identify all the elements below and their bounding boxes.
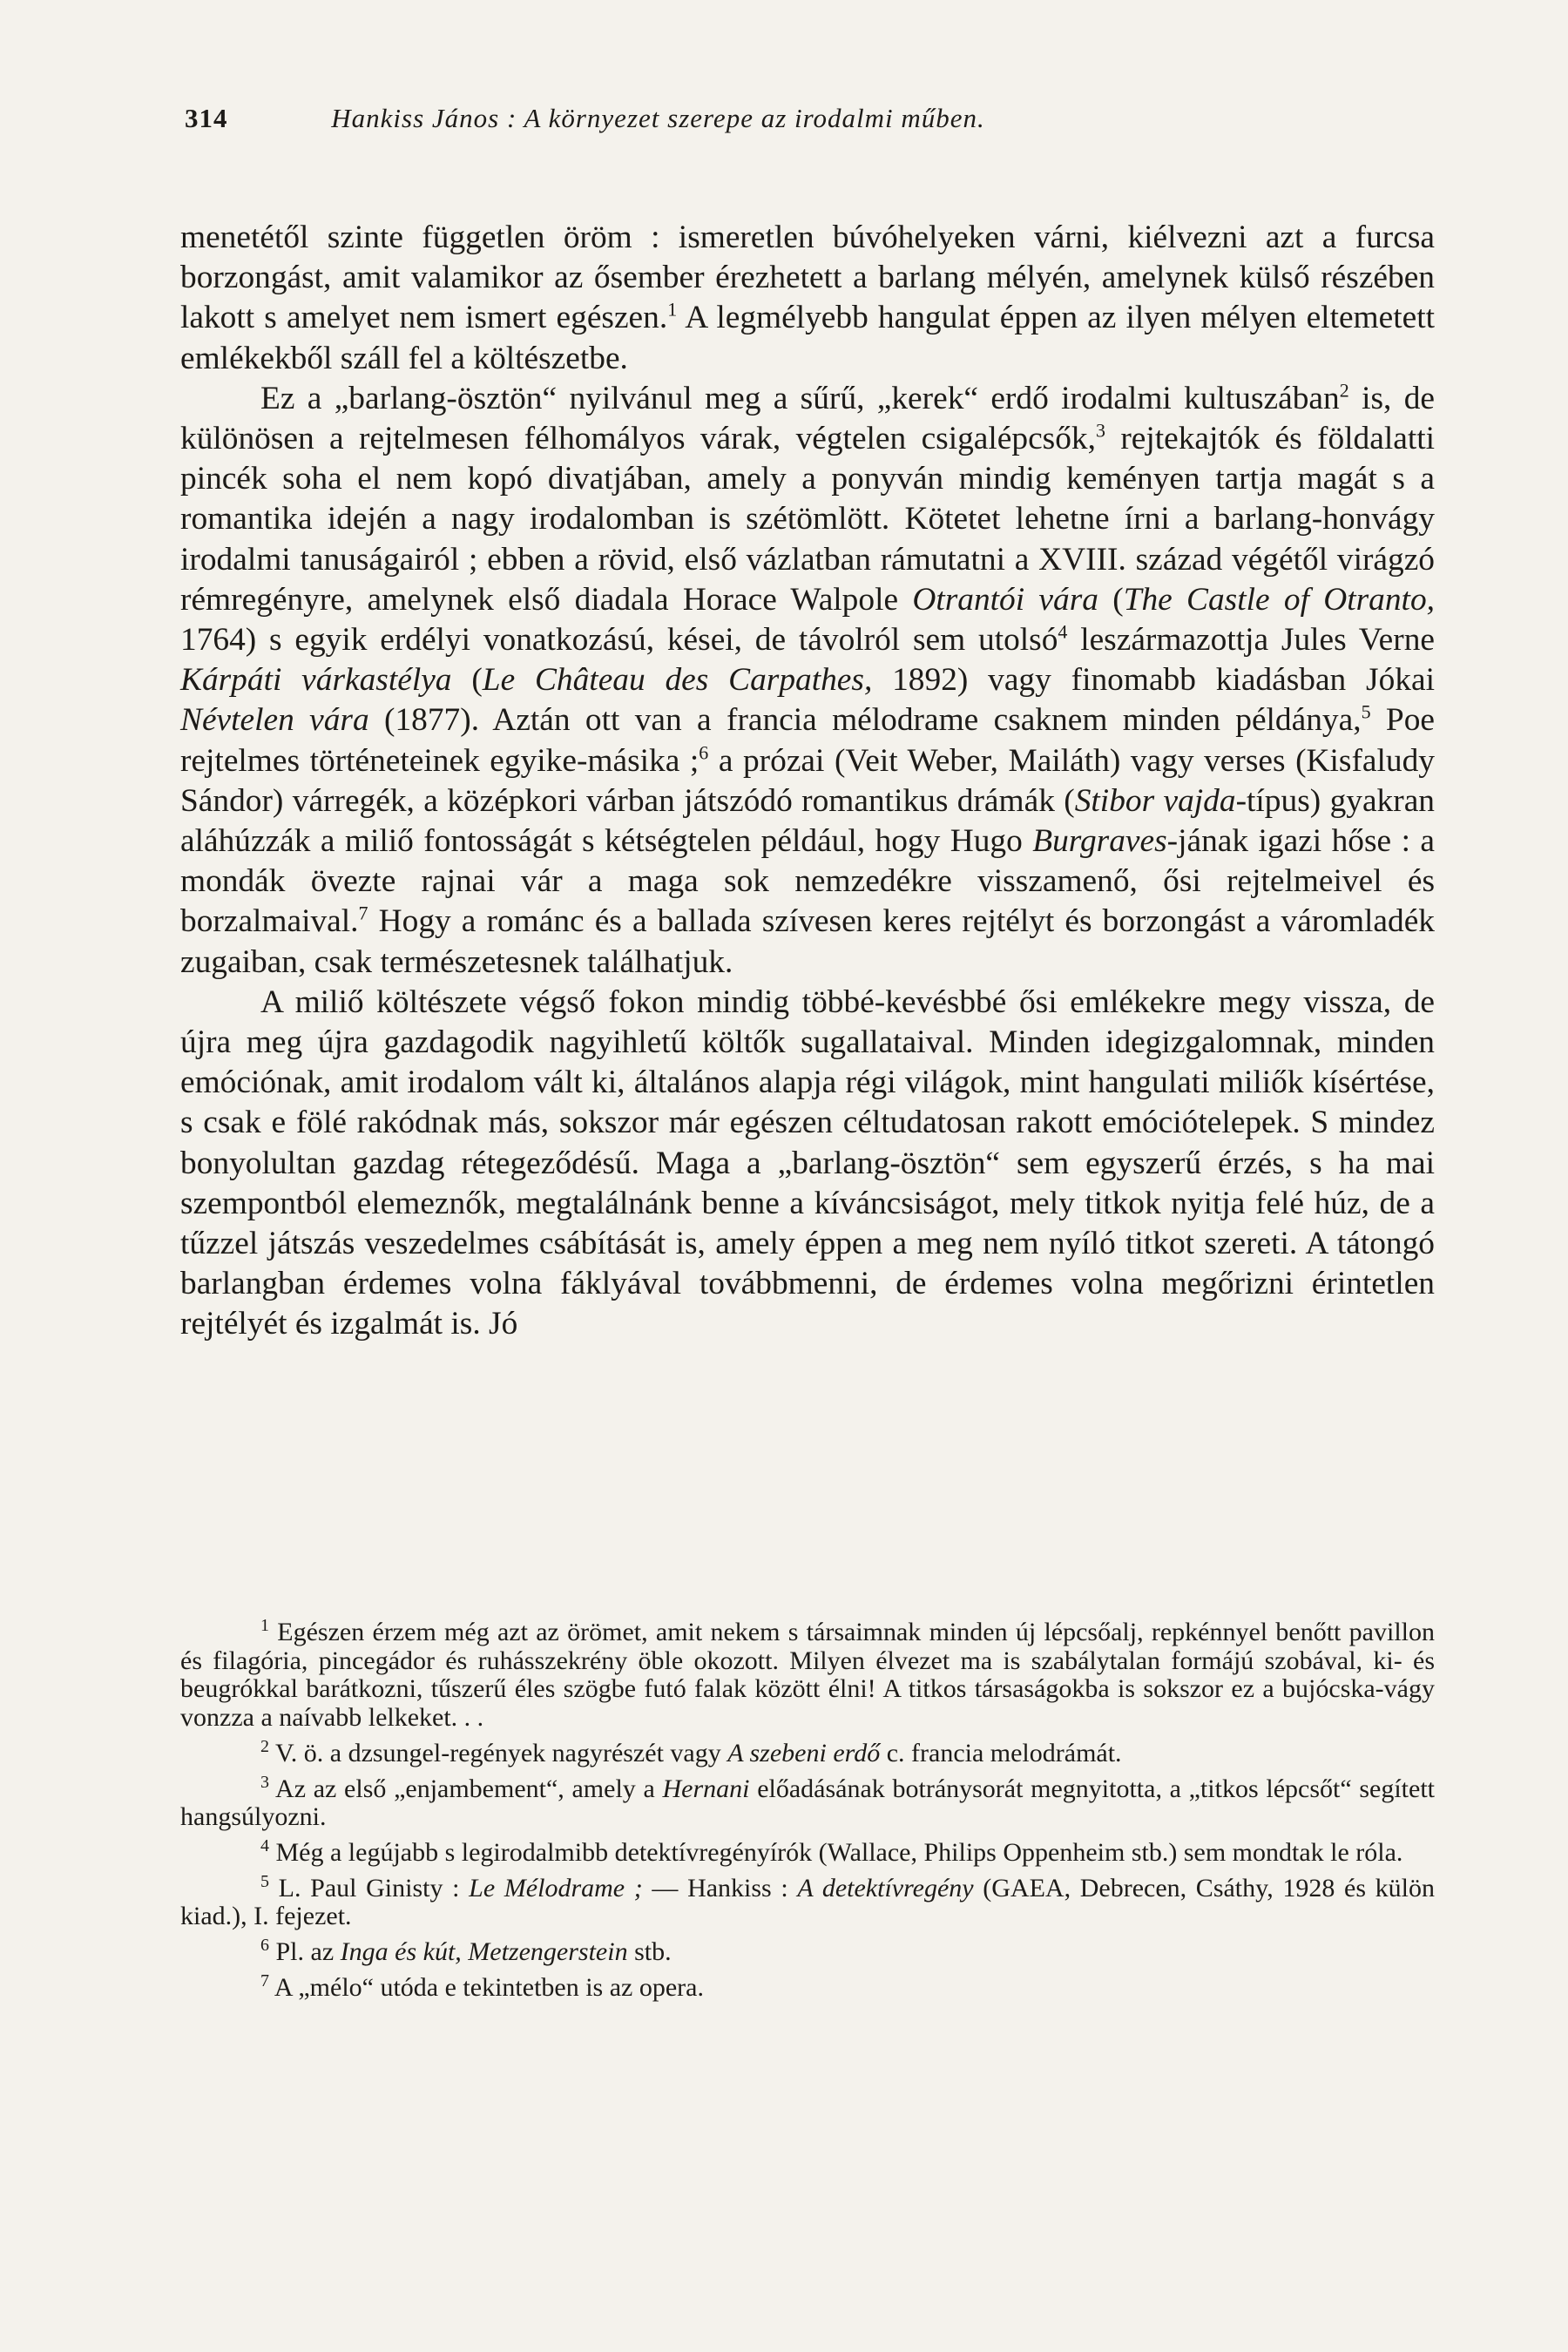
italic-title: Otrantói vára bbox=[912, 581, 1098, 618]
italic-title: Kárpáti várkastélya bbox=[180, 662, 452, 699]
text-run: c. francia melodrámát. bbox=[880, 1738, 1122, 1767]
italic-title: Le Mélodrame ; bbox=[469, 1873, 643, 1903]
footnote-marker: 5 bbox=[1361, 700, 1371, 723]
footnote-marker: 6 bbox=[260, 1936, 269, 1956]
paragraph bbox=[180, 983, 1435, 1345]
text-run: 1892) vagy finomabb kiadásban Jókai bbox=[872, 662, 1435, 699]
text-run: Még a legújabb s legirodalmibb detektívregényírók (Wallace, Philips Oppenheim stb.) sem mondtak le róla. bbox=[269, 1837, 1403, 1867]
paragraph bbox=[180, 379, 1435, 983]
text-run: menetétől szinte független öröm : ismeretlen búvóhelyeken várni, kiélvezni azt a furcsa borzongást, amit valamikor az ősember érezhetett a barlang mélyén, amelynek külső részében lakott s amelyet nem ismert egészen. bbox=[180, 220, 1435, 336]
footnote bbox=[180, 1832, 1435, 1868]
footnote-marker: 7 bbox=[260, 1970, 269, 1990]
text-run: (GAEA, Debrecen, Csáthy, 1928 és külön kiad.), I. fejezet. bbox=[180, 1873, 1435, 1931]
footnote-marker: 4 bbox=[260, 1835, 269, 1855]
text-run: -típus) gyakran aláhúzzák a miliő fontosságát s kétségtelen például, hogy Hugo bbox=[180, 782, 1435, 860]
italic-title: A detektívregény bbox=[797, 1873, 974, 1903]
italic-title: Hernani bbox=[662, 1774, 750, 1803]
text-run: (1877). Aztán ott van a francia mélodrame csaknem minden példánya, bbox=[368, 702, 1362, 739]
italic-title: Inga és kút, Metzengerstein bbox=[340, 1937, 628, 1967]
text-run: Pl. az bbox=[269, 1937, 341, 1967]
text-run: L. Paul Ginisty : bbox=[269, 1873, 470, 1903]
footnote bbox=[180, 1931, 1435, 1967]
footnote-marker: 2 bbox=[260, 1736, 269, 1756]
italic-title: A szebeni erdő bbox=[727, 1738, 881, 1767]
text-run: ( bbox=[1098, 581, 1124, 618]
footnote bbox=[180, 1612, 1435, 1733]
footnote-marker: 4 bbox=[1058, 620, 1068, 643]
page-number: 314 bbox=[185, 103, 228, 133]
footnote bbox=[180, 1768, 1435, 1832]
text-run: rejtekajtók és földalatti pincék soha el nem kopó divatjában, amely a ponyván mindig keményen tartja magát s a romantika idején a nagy irodalomban is szétömlött. Kötetet lehetne írni a barlang-honvágy irodalmi tanuságairól ; ebben a rövid, első vázlatban rámutatni a XVIII. század végétől virágzó rémregényre, amelynek első diadala Horace Walpole bbox=[180, 421, 1436, 618]
text-run: — Hankiss : bbox=[642, 1873, 798, 1903]
footnote-marker: 1 bbox=[260, 1616, 269, 1635]
text-run: előadásának botránysorát megnyitotta, a „titkos lépcsőt“ segített hangsúlyozni. bbox=[180, 1774, 1435, 1832]
text-run: V. ö. a dzsungel-regények nagyrészét vagy bbox=[269, 1738, 728, 1767]
footnote-marker: 5 bbox=[260, 1871, 269, 1891]
text-run: Poe rejtelmes történeteinek egyike-másika ; bbox=[180, 702, 1435, 779]
footnote bbox=[180, 1868, 1435, 1931]
text-run: Egészen érzem még azt az örömet, amit nekem s társaimnak minden új lépcsőalj, repkénnyel benőtt pavillon és filagória, pincegádor és ruhásszekrény öble okozott. Milyen élvezet ma is szabálytalan formájú szobával, ki- és beugrókkal barátkozni, tűszerű éles szögbe futó falak között élni! A titkos társaságokba is sokszor ez a bujócska-vágy vonzza a naívabb lelkeket. . . bbox=[180, 1618, 1435, 1733]
italic-title: Névtelen vára bbox=[180, 702, 369, 739]
footnote-marker: 7 bbox=[358, 902, 368, 924]
text-run: a prózai (Veit Weber, Mailáth) vagy verses (Kisfaludy Sándor) várregék, a középkori várban játszódó romantikus drámák ( bbox=[180, 742, 1435, 819]
text-run: leszármazottja Jules Verne bbox=[1067, 622, 1435, 659]
footnote-marker: 6 bbox=[699, 741, 709, 764]
italic-title: Burgraves bbox=[1032, 823, 1167, 860]
text-run: A legmélyebb hangulat éppen az ilyen mélyen eltemetett emlékekből száll fel a költészetbe. bbox=[180, 300, 1435, 376]
body-text bbox=[180, 218, 1435, 1345]
footnote-marker: 2 bbox=[1339, 379, 1349, 402]
text-run: -jának igazi hőse : a mondák övezte rajnai vár a maga sok nemzedékre visszamenő, ősi rejtelmeivel és borzalmaival. bbox=[180, 823, 1435, 940]
paragraph bbox=[180, 218, 1435, 379]
footnote bbox=[180, 1967, 1435, 2003]
page-header bbox=[185, 103, 1429, 134]
text-run: Az az első „enjambement“, amely a bbox=[269, 1774, 663, 1803]
text-run: A miliő költészete végső fokon mindig többé-kevésbbé ősi emlékekre megy vissza, de újra meg újra gazdagodik nagyihletű költők sugallataival. Minden idegizgalomnak, minden emóciónak, amit irodalom vált ki, általános alapja régi világok, mint hangulati miliők kísértése, s csak e fölé rakódnak más, sokszor már egészen céltudatosan rakott emóciótelepek. S mindez bonyolultan gazdag rétegeződésű. Maga a „barlang-ösztön“ sem egyszerű érzés, s ha mai szempontból elemeznők, megtalálnánk benne a kíváncsiságot, mely titkok nyitja felé húz, de a tűzzel játszás veszedelmes csábítását is, amely éppen a meg nem nyíló titkot szereti. A tátongó barlangban érdemes volna fáklyával továbbmenni, de érdemes volna megőrizni érintetlen rejtélyét és izgalmát is. Jó bbox=[180, 983, 1435, 1342]
footnote-marker: 3 bbox=[260, 1772, 269, 1792]
text-run: Ez a „barlang-ösztön“ nyilvánul meg a sűrű, „kerek“ erdő irodalmi kultuszában bbox=[260, 380, 1340, 416]
text-run: ( bbox=[451, 662, 483, 699]
running-title: Hankiss János : A környezet szerepe az irodalmi műben. bbox=[331, 103, 985, 133]
footnotes bbox=[180, 1612, 1435, 2002]
text-run: is, de különösen a rejtelmesen félhomályos várak, végtelen csigalépcsők, bbox=[180, 380, 1435, 457]
italic-title: The Castle of Otranto, bbox=[1123, 581, 1435, 618]
text-run: 1764) s egyik erdélyi vonatkozású, kései, de távolról sem utolsó bbox=[180, 622, 1058, 659]
footnote-marker: 1 bbox=[667, 298, 678, 321]
italic-title: Le Château des Carpathes, bbox=[482, 662, 873, 699]
text-run: stb. bbox=[627, 1937, 672, 1967]
italic-title: Stibor vajda bbox=[1074, 782, 1236, 819]
text-run: Hogy a románc és a ballada szívesen keres rejtélyt és borzongást a váromladék zugaiban, csak természetesnek találhatjuk. bbox=[180, 903, 1435, 980]
text-run: A „mélo“ utóda e tekintetben is az opera. bbox=[269, 1972, 704, 2002]
footnote-marker: 3 bbox=[1095, 419, 1105, 442]
footnote bbox=[180, 1733, 1435, 1768]
